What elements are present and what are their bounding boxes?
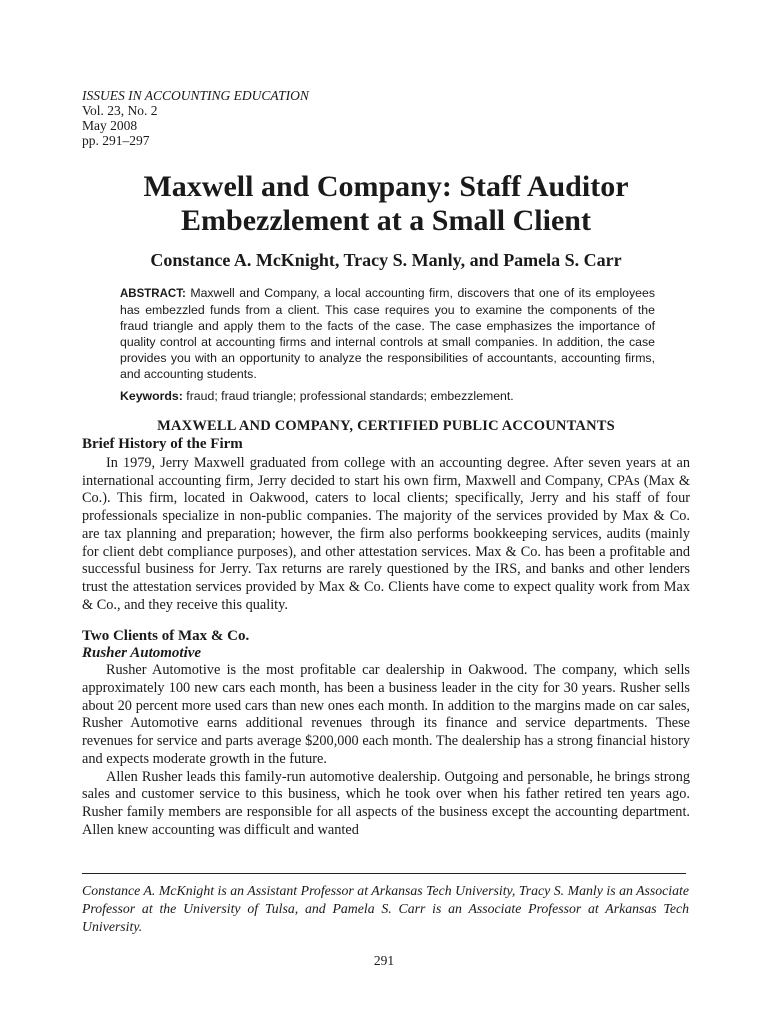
rusher-heading: Rusher Automotive [82,645,202,662]
abstract-text: Maxwell and Company, a local accounting firm, discovers that one of its employees has embezzled funds from a client. This case requires you to examine the components of the fraud triangle and apply them to the facts of the case. The case emphasizes the importance of quality control at accounting firms and internal controls at small companies. In addition, the case provides you with an opportunity to analyze the responsibilities of accountants, accounting firms, and accounting students. [120,286,655,381]
abstract [120,285,655,382]
history-paragraph: In 1979, Jerry Maxwell graduated from college with an accounting degree. After seven years at an international accounting firm, Jerry decided to start his own firm, Maxwell and Company, CPAs (Max & Co.). This firm, located in Oakwood, caters to local clients; specifically, Jerry and his staff of four professionals specialize in non-public companies. The majority of the services provided by Max & Co. are tax planning and preparation; however, the firm also performs bookkeeping services, audits (mainly for client debt compliance purposes), and other attestation services. Max & Co. has been a profitable and successful business for Jerry. Tax returns are rarely questioned by the IRS, and banks and other lenders trust the attestation services provided by Max & Co. Clients have come to expect quality work from Max & Co., and they receive this quality. [82,455,690,613]
journal-date: May 2008 [82,118,138,133]
clients-heading: Two Clients of Max & Co. [82,628,250,645]
journal-info [82,88,690,148]
author-footnote: Constance A. McKnight is an Assistant Professor at Arkansas Tech University, Tracy S. Manly is an Associate Professor at the University of Tulsa, and Pamela S. Carr is an Associate Professor at Arkansas Tech University. [82,883,689,934]
journal-volume: Vol. 23, No. 2 [82,103,158,118]
abstract-label: ABSTRACT: [120,288,186,300]
rusher-paragraph-1: Rusher Automotive is the most profitable car dealership in Oakwood. The company, which sells approximately 100 new cars each month, has been a business leader in the city for 30 years. Rusher sells about 20 percent more used cars than new ones each month. In addition to the margins made on car sales, Rusher Automotive earns additional revenues through its finance and service departments. These revenues for service and parts average $200,000 each month. The dealership has a strong financial history and expects moderate growth in the future. [82,662,690,767]
article-page [82,88,690,839]
keywords-text: fraud; fraud triangle; professional standards; embezzlement. [186,389,514,403]
journal-pages: pp. 291–297 [82,133,150,148]
title-line-1: Maxwell and Company: Staff Auditor [143,170,629,203]
article-title [82,170,690,238]
rusher-paragraph-2: Allen Rusher leads this family-run automotive dealership. Outgoing and personable, he brings strong sales and customer service to this business, which he took over when his father retired ten years ago. Rusher family members are responsible for all aspects of the business except the accounting department. Allen knew accounting was difficult and wanted [82,768,690,838]
title-line-2: Embezzlement at a Small Client [181,204,591,237]
history-heading: Brief History of the Firm [82,436,243,452]
keywords-label: Keywords: [120,389,183,403]
article-authors: Constance A. McKnight, Tracy S. Manly, and Pamela S. Carr [150,250,622,270]
page-number: 291 [373,953,395,968]
section-heading: MAXWELL AND COMPANY, CERTIFIED PUBLIC ACCOUNTANTS [157,418,615,434]
journal-name: ISSUES IN ACCOUNTING EDUCATION [82,88,309,103]
keywords [120,388,690,404]
footnote-divider [82,873,686,874]
